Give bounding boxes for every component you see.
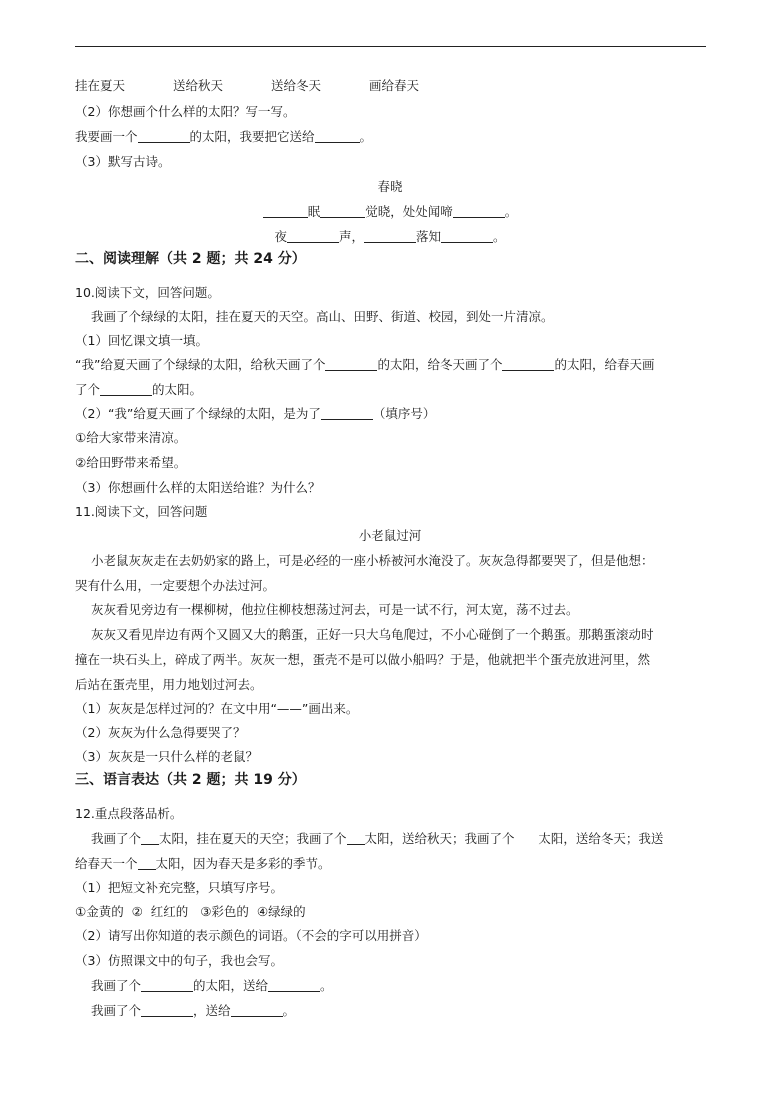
answer-blank[interactable] xyxy=(263,204,308,218)
answer-blank[interactable] xyxy=(231,1003,283,1017)
poem-line-2: 夜 声， 落知 。 xyxy=(274,229,506,244)
paragraph-line-2: 给春天一个 太阳，因为春天是多彩的季节。 xyxy=(75,856,331,871)
story-p2: 灰灰看见旁边有一棵柳树，他拉住柳枝想荡过河去，可是一试不行，河太宽，荡不过去。 xyxy=(91,602,579,617)
answer-blank[interactable] xyxy=(502,357,554,371)
option-1: 挂在夏天 xyxy=(75,78,126,93)
story-p3b: 撞在一块石头上，碎成了两半。灰灰一想，蛋壳不是可以做小船吗？于是，他就把半个蛋壳放进河里，然 xyxy=(75,652,651,667)
option-b: ②给田野带来希望。 xyxy=(75,455,187,470)
question-10-2: （2）“我”给夏天画了个绿绿的太阳，是为了 （填序号） xyxy=(75,406,436,421)
option-a: ①给大家带来清凉。 xyxy=(75,430,187,445)
question-11-2: （2）灰灰为什么急得要哭了？ xyxy=(75,725,246,740)
answer-blank[interactable] xyxy=(320,204,365,218)
story-p3c: 后站在蛋壳里，用力地划过河去。 xyxy=(75,677,263,692)
poem-title: 春晓 xyxy=(377,179,403,194)
imitation-line-1: 我画了个 的太阳，送给 。 xyxy=(91,978,333,993)
answer-blank[interactable] xyxy=(347,831,365,845)
paragraph-line-1: 我画了个 太阳，挂在夏天的天空；我画了个 太阳，送给秋天；我画了个 太阳，送给冬天；我送 xyxy=(91,831,664,846)
option-3: 送给冬天 xyxy=(271,78,322,93)
answer-blank[interactable] xyxy=(287,229,339,243)
question-11-1: （1）灰灰是怎样过河的？在文中用“——”画出来。 xyxy=(75,701,359,716)
answer-blank[interactable] xyxy=(325,357,377,371)
question-10-1: （1）回忆课文填一填。 xyxy=(75,333,208,348)
question-10-text: 我画了个绿绿的太阳，挂在夏天的天空。高山、田野、街道、校园，到处一片清凉。 xyxy=(91,309,554,324)
story-p1a: 小老鼠灰灰走在去奶奶家的路上，可是必经的一座小桥被河水淹没了。灰灰急得都要哭了，但是他想： xyxy=(91,553,654,568)
question-12-3: （3）仿照课文中的句子，我也会写。 xyxy=(75,953,283,968)
answer-blank[interactable] xyxy=(100,382,152,396)
story-p3a: 灰灰又看见岸边有两个又圆又大的鹅蛋，正好一只大乌龟爬过，不小心碰倒了一个鹅蛋。那鹅蛋滚动时 xyxy=(91,627,654,642)
color-choices: ①金黄的 ② 红红的 ③彩色的 ④绿绿的 xyxy=(75,904,306,919)
answer-blank[interactable] xyxy=(141,978,193,992)
header-rule xyxy=(75,46,706,47)
answer-blank[interactable] xyxy=(321,406,373,420)
poem-line-1: 眠 觉晓，处处闻啼 。 xyxy=(0,204,780,220)
question-12-2: （2）请写出你知道的表示颜色的词语。（不会的字可以用拼音） xyxy=(75,928,427,943)
answer-blank[interactable] xyxy=(441,229,493,243)
options-row xyxy=(75,78,419,94)
answer-blank[interactable] xyxy=(138,129,190,143)
question-10-1-fill-cont: 了个 的太阳。 xyxy=(75,382,203,397)
question-10: 10.阅读下文，回答问题。 xyxy=(75,285,220,300)
answer-blank[interactable] xyxy=(453,204,505,218)
section-2-heading: 二、阅读理解（共 2 题；共 24 分） xyxy=(75,251,306,267)
question-10-3: （3）你想画什么样的太阳送给谁？为什么？ xyxy=(75,480,321,495)
answer-blank[interactable] xyxy=(138,856,156,870)
question-9-3: （3）默写古诗。 xyxy=(75,154,171,169)
answer-blank[interactable] xyxy=(364,229,416,243)
question-12: 12.重点段落品析。 xyxy=(75,806,183,821)
question-9-2: （2）你想画个什么样的太阳？写一写。 xyxy=(75,104,296,119)
question-11: 11.阅读下文，回答问题 xyxy=(75,504,208,519)
answer-blank[interactable] xyxy=(268,978,320,992)
option-4: 画给春天 xyxy=(369,78,420,93)
story-title: 小老鼠过河 xyxy=(358,528,422,543)
option-2: 送给秋天 xyxy=(173,78,224,93)
section-3-heading: 三、语言表达（共 2 题；共 19 分） xyxy=(75,772,306,788)
answer-blank[interactable] xyxy=(141,1003,193,1017)
answer-blank[interactable] xyxy=(141,831,159,845)
answer-blank[interactable] xyxy=(315,129,360,143)
story-p1b: 哭有什么用，一定要想个办法过河。 xyxy=(75,578,276,593)
question-9-2-fill: 我要画一个 的太阳，我要把它送给 。 xyxy=(75,129,373,144)
question-11-3: （3）灰灰是一只什么样的老鼠？ xyxy=(75,749,258,764)
question-12-1: （1）把短文补充完整，只填写序号。 xyxy=(75,880,283,895)
question-10-1-fill: “我”给夏天画了个绿绿的太阳，给秋天画了个 的太阳，给冬天画了个 的太阳，给春天画 xyxy=(75,357,655,372)
imitation-line-2: 我画了个 ，送给 。 xyxy=(91,1003,296,1018)
